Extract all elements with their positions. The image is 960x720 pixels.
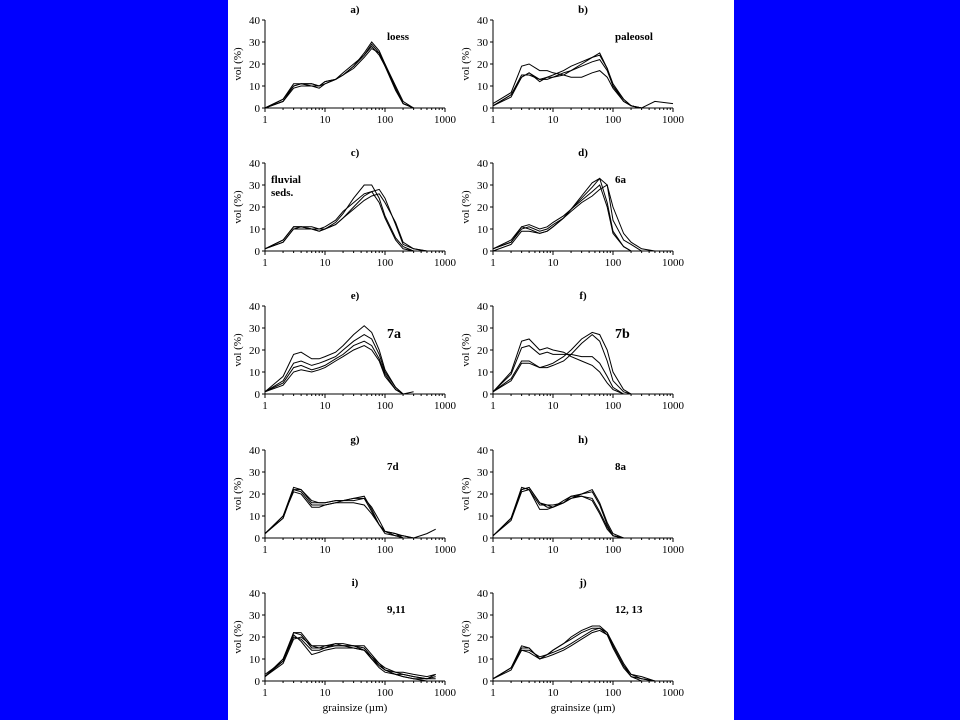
panel-annotation: 6a	[615, 174, 626, 186]
chart-panel-c	[232, 147, 457, 269]
y-tick-label: 30	[477, 467, 488, 479]
y-tick-label: 10	[249, 654, 260, 666]
x-tick-label: 100	[604, 400, 622, 412]
x-tick-label: 1000	[434, 114, 456, 126]
x-tick-label: 1000	[434, 257, 456, 269]
y-tick-label: 10	[249, 367, 260, 379]
y-tick-label: 20	[477, 632, 488, 644]
x-tick-label: 1000	[662, 687, 684, 699]
series-line-4	[265, 637, 436, 679]
y-tick-label: 40	[477, 15, 488, 27]
y-axis-label: vol (%)	[460, 477, 472, 511]
series-line-2	[265, 42, 445, 108]
y-tick-label: 20	[249, 489, 260, 501]
figure-panel	[228, 0, 734, 720]
y-axis-label: vol (%)	[460, 47, 472, 81]
x-tick-label: 100	[376, 400, 394, 412]
series-line-4	[265, 192, 445, 251]
x-tick-label: 1000	[434, 544, 456, 556]
y-tick-label: 20	[477, 202, 488, 214]
x-axis-label: grainsize (µm)	[322, 702, 388, 714]
series-line-2	[493, 178, 673, 251]
series-line-2	[265, 335, 414, 394]
y-tick-label: 30	[249, 37, 260, 49]
x-tick-label: 10	[319, 114, 331, 126]
series-line-4	[265, 490, 436, 538]
grainsize-figure	[228, 0, 734, 720]
panel-title: f)	[579, 290, 587, 302]
y-tick-label: 40	[249, 15, 260, 27]
chart-panel-e	[232, 290, 457, 412]
x-tick-label: 100	[604, 114, 622, 126]
panel-annotation: 8a	[615, 461, 626, 473]
y-tick-label: 0	[254, 533, 260, 545]
y-tick-label: 40	[249, 445, 260, 457]
x-tick-label: 100	[604, 687, 622, 699]
panel-annotation: 12, 13	[615, 604, 643, 616]
x-tick-label: 100	[604, 544, 622, 556]
chart-panel-f	[460, 290, 685, 412]
series-line-3	[493, 626, 655, 681]
x-tick-label: 1000	[434, 400, 456, 412]
y-tick-label: 0	[482, 246, 488, 258]
x-tick-label: 1000	[662, 544, 684, 556]
series-line-3	[265, 46, 445, 108]
panel-title: i)	[351, 577, 359, 589]
y-tick-label: 10	[477, 367, 488, 379]
panel-annotation: 9,11	[387, 604, 406, 616]
y-tick-label: 10	[249, 224, 260, 236]
y-axis-label: vol (%)	[232, 333, 244, 367]
y-tick-label: 40	[249, 301, 260, 313]
panel-title: h)	[578, 434, 588, 446]
y-tick-label: 20	[249, 59, 260, 71]
series-line-4	[265, 44, 445, 108]
y-tick-label: 40	[477, 158, 488, 170]
x-tick-label: 1	[262, 687, 268, 699]
x-tick-label: 1	[490, 114, 496, 126]
x-tick-label: 10	[547, 257, 559, 269]
y-axis-label: vol (%)	[460, 620, 472, 654]
series-line-1	[265, 49, 445, 108]
y-tick-label: 30	[249, 323, 260, 335]
panel-title: j)	[579, 577, 587, 589]
x-tick-label: 1	[490, 400, 496, 412]
panel-annotation: 7a	[387, 327, 401, 342]
x-tick-label: 1	[262, 400, 268, 412]
y-tick-label: 10	[477, 654, 488, 666]
y-tick-label: 0	[254, 246, 260, 258]
y-tick-label: 40	[477, 445, 488, 457]
y-tick-label: 10	[249, 81, 260, 93]
x-tick-label: 10	[319, 544, 331, 556]
y-tick-label: 40	[477, 588, 488, 600]
y-tick-label: 20	[477, 59, 488, 71]
y-axis-label: vol (%)	[232, 190, 244, 224]
y-axis-label: vol (%)	[232, 477, 244, 511]
y-tick-label: 30	[477, 180, 488, 192]
y-tick-label: 40	[477, 301, 488, 313]
panel-annotation: loess	[387, 31, 409, 43]
x-tick-label: 1	[490, 687, 496, 699]
series-line-2	[493, 64, 673, 108]
series-line-3	[493, 60, 673, 108]
x-tick-label: 10	[319, 687, 331, 699]
x-tick-label: 10	[547, 687, 559, 699]
y-tick-label: 10	[249, 511, 260, 523]
x-tick-label: 1000	[434, 687, 456, 699]
panel-title: e)	[350, 290, 360, 302]
panel-annotation: paleosol	[615, 31, 653, 43]
y-tick-label: 10	[477, 81, 488, 93]
y-tick-label: 20	[477, 489, 488, 501]
chart-panel-a	[232, 4, 457, 126]
y-tick-label: 30	[477, 610, 488, 622]
panel-title: c)	[350, 147, 360, 159]
x-tick-label: 100	[376, 114, 394, 126]
chart-panel-g	[232, 434, 457, 556]
y-tick-label: 30	[249, 467, 260, 479]
x-tick-label: 10	[547, 400, 559, 412]
y-tick-label: 0	[482, 676, 488, 688]
x-tick-label: 100	[604, 257, 622, 269]
x-tick-label: 1000	[662, 114, 684, 126]
y-tick-label: 20	[249, 632, 260, 644]
y-tick-label: 0	[482, 103, 488, 115]
x-tick-label: 1000	[662, 257, 684, 269]
x-tick-label: 1	[262, 257, 268, 269]
y-axis-label: vol (%)	[232, 620, 244, 654]
y-axis-label: vol (%)	[460, 190, 472, 224]
panel-title: a)	[350, 4, 360, 16]
panel-title: b)	[578, 4, 588, 16]
x-tick-label: 1	[262, 114, 268, 126]
y-axis-label: vol (%)	[460, 333, 472, 367]
x-tick-label: 10	[319, 400, 331, 412]
series-line-3	[265, 194, 445, 251]
panel-title: g)	[350, 434, 360, 446]
y-tick-label: 30	[477, 37, 488, 49]
x-tick-label: 10	[547, 544, 559, 556]
y-tick-label: 40	[249, 588, 260, 600]
y-tick-label: 0	[482, 533, 488, 545]
x-tick-label: 100	[376, 544, 394, 556]
y-tick-label: 20	[249, 345, 260, 357]
y-tick-label: 30	[249, 610, 260, 622]
chart-panel-h	[460, 434, 685, 556]
chart-panel-b	[460, 4, 685, 126]
y-tick-label: 10	[477, 224, 488, 236]
x-tick-label: 1000	[662, 400, 684, 412]
y-tick-label: 0	[254, 389, 260, 401]
x-tick-label: 100	[376, 687, 394, 699]
y-axis-label: vol (%)	[232, 47, 244, 81]
x-tick-label: 100	[376, 257, 394, 269]
x-tick-label: 10	[547, 114, 559, 126]
x-tick-label: 1	[490, 257, 496, 269]
x-tick-label: 1	[262, 544, 268, 556]
panel-title: d)	[578, 147, 588, 159]
series-line-1	[265, 487, 436, 538]
panel-annotation: 7b	[615, 327, 630, 342]
y-tick-label: 40	[249, 158, 260, 170]
panel-annotation: fluvial	[271, 174, 301, 186]
chart-panel-d	[460, 147, 685, 269]
y-tick-label: 20	[477, 345, 488, 357]
y-tick-label: 0	[254, 676, 260, 688]
y-tick-label: 0	[254, 103, 260, 115]
series-line-3	[493, 178, 673, 251]
x-axis-label: grainsize (µm)	[550, 702, 616, 714]
y-tick-label: 0	[482, 389, 488, 401]
panel-annotation: 7d	[387, 461, 399, 473]
x-tick-label: 1	[490, 544, 496, 556]
panel-annotation: seds.	[271, 187, 294, 199]
x-tick-label: 10	[319, 257, 331, 269]
series-line-5	[265, 633, 436, 679]
y-tick-label: 10	[477, 511, 488, 523]
chart-panel-i	[232, 577, 457, 714]
y-tick-label: 30	[477, 323, 488, 335]
chart-panel-j	[460, 577, 685, 714]
y-tick-label: 30	[249, 180, 260, 192]
series-line-4	[493, 487, 624, 538]
y-tick-label: 20	[249, 202, 260, 214]
